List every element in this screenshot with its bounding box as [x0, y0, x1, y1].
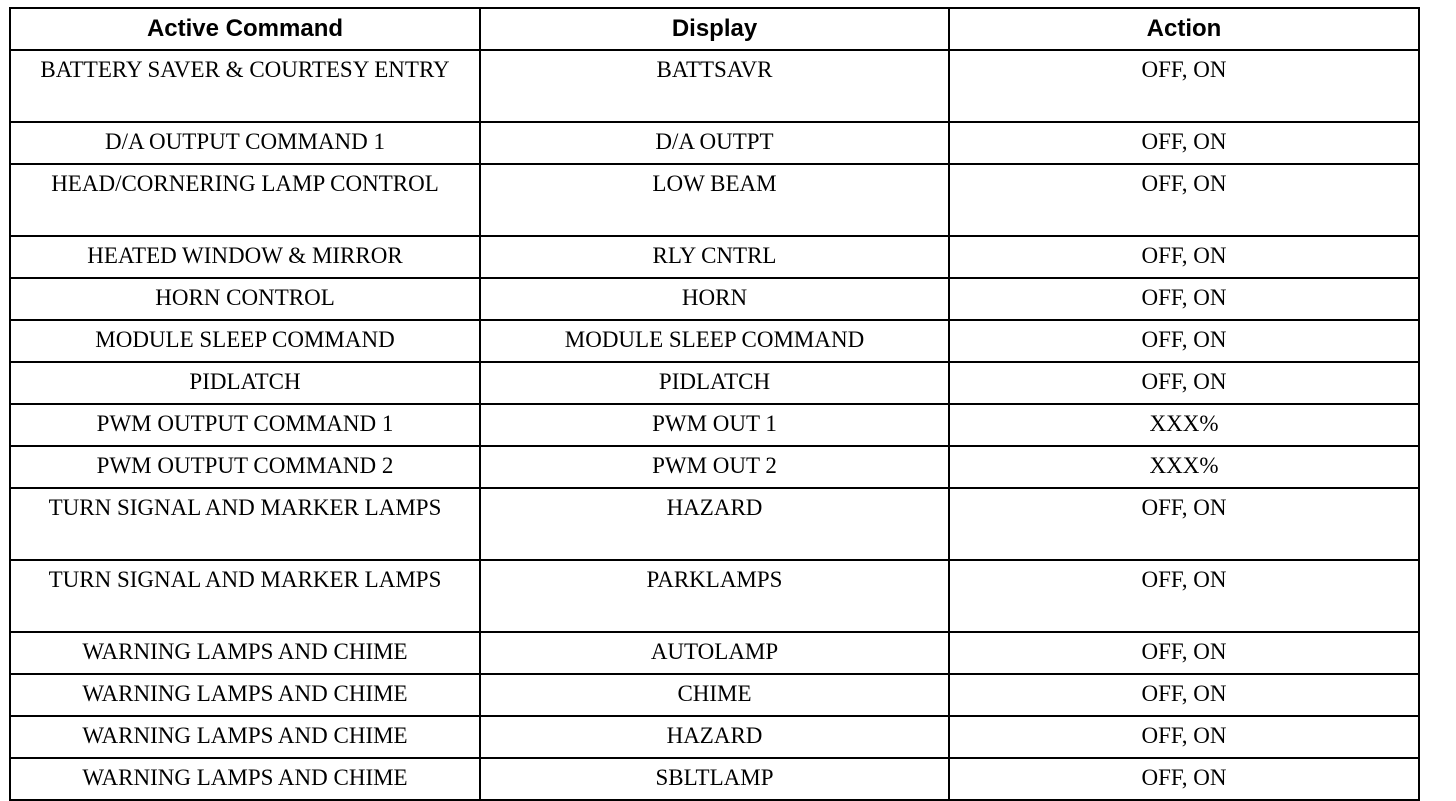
cell-display: D/A OUTPT	[480, 122, 949, 164]
cell-action: OFF, ON	[949, 278, 1419, 320]
cell-active-command: PWM OUTPUT COMMAND 2	[10, 446, 480, 488]
table-row	[10, 362, 1419, 404]
cell-display: PIDLATCH	[480, 362, 949, 404]
cell-action: XXX%	[949, 446, 1419, 488]
cell-active-command: TURN SIGNAL AND MARKER LAMPS	[10, 560, 480, 632]
cell-action: OFF, ON	[949, 164, 1419, 236]
active-command-table	[9, 7, 1420, 801]
cell-action: OFF, ON	[949, 560, 1419, 632]
cell-display: SBLTLAMP	[480, 758, 949, 800]
header-action: Action	[949, 8, 1419, 50]
active-command-table-container	[9, 7, 1420, 801]
cell-action: OFF, ON	[949, 716, 1419, 758]
cell-display: BATTSAVR	[480, 50, 949, 122]
cell-display: CHIME	[480, 674, 949, 716]
cell-display: HORN	[480, 278, 949, 320]
table-row	[10, 50, 1419, 122]
cell-active-command: HEAD/CORNERING LAMP CONTROL	[10, 164, 480, 236]
cell-display: LOW BEAM	[480, 164, 949, 236]
cell-active-command: WARNING LAMPS AND CHIME	[10, 758, 480, 800]
cell-active-command: MODULE SLEEP COMMAND	[10, 320, 480, 362]
table-row	[10, 404, 1419, 446]
cell-action: OFF, ON	[949, 50, 1419, 122]
table-row	[10, 320, 1419, 362]
cell-display: PWM OUT 1	[480, 404, 949, 446]
cell-action: OFF, ON	[949, 758, 1419, 800]
table-row	[10, 758, 1419, 800]
table-row	[10, 674, 1419, 716]
cell-action: OFF, ON	[949, 674, 1419, 716]
cell-display: RLY CNTRL	[480, 236, 949, 278]
cell-active-command: HORN CONTROL	[10, 278, 480, 320]
cell-active-command: BATTERY SAVER & COURTESY ENTRY	[10, 50, 480, 122]
table-row	[10, 122, 1419, 164]
cell-active-command: HEATED WINDOW & MIRROR	[10, 236, 480, 278]
cell-action: OFF, ON	[949, 122, 1419, 164]
table-row	[10, 560, 1419, 632]
cell-action: OFF, ON	[949, 362, 1419, 404]
cell-display: AUTOLAMP	[480, 632, 949, 674]
cell-display: PARKLAMPS	[480, 560, 949, 632]
cell-active-command: WARNING LAMPS AND CHIME	[10, 674, 480, 716]
table-row	[10, 716, 1419, 758]
cell-action: OFF, ON	[949, 236, 1419, 278]
table-row	[10, 236, 1419, 278]
table-row	[10, 632, 1419, 674]
cell-action: XXX%	[949, 404, 1419, 446]
cell-display: HAZARD	[480, 716, 949, 758]
cell-action: OFF, ON	[949, 488, 1419, 560]
cell-active-command: WARNING LAMPS AND CHIME	[10, 632, 480, 674]
cell-active-command: TURN SIGNAL AND MARKER LAMPS	[10, 488, 480, 560]
cell-display: HAZARD	[480, 488, 949, 560]
header-row	[10, 8, 1419, 50]
table-row	[10, 278, 1419, 320]
table-row	[10, 488, 1419, 560]
header-active-command: Active Command	[10, 8, 480, 50]
cell-action: OFF, ON	[949, 320, 1419, 362]
cell-display: MODULE SLEEP COMMAND	[480, 320, 949, 362]
table-row	[10, 164, 1419, 236]
cell-active-command: WARNING LAMPS AND CHIME	[10, 716, 480, 758]
header-display: Display	[480, 8, 949, 50]
cell-active-command: PIDLATCH	[10, 362, 480, 404]
cell-display: PWM OUT 2	[480, 446, 949, 488]
cell-active-command: PWM OUTPUT COMMAND 1	[10, 404, 480, 446]
table-row	[10, 446, 1419, 488]
cell-active-command: D/A OUTPUT COMMAND 1	[10, 122, 480, 164]
cell-action: OFF, ON	[949, 632, 1419, 674]
